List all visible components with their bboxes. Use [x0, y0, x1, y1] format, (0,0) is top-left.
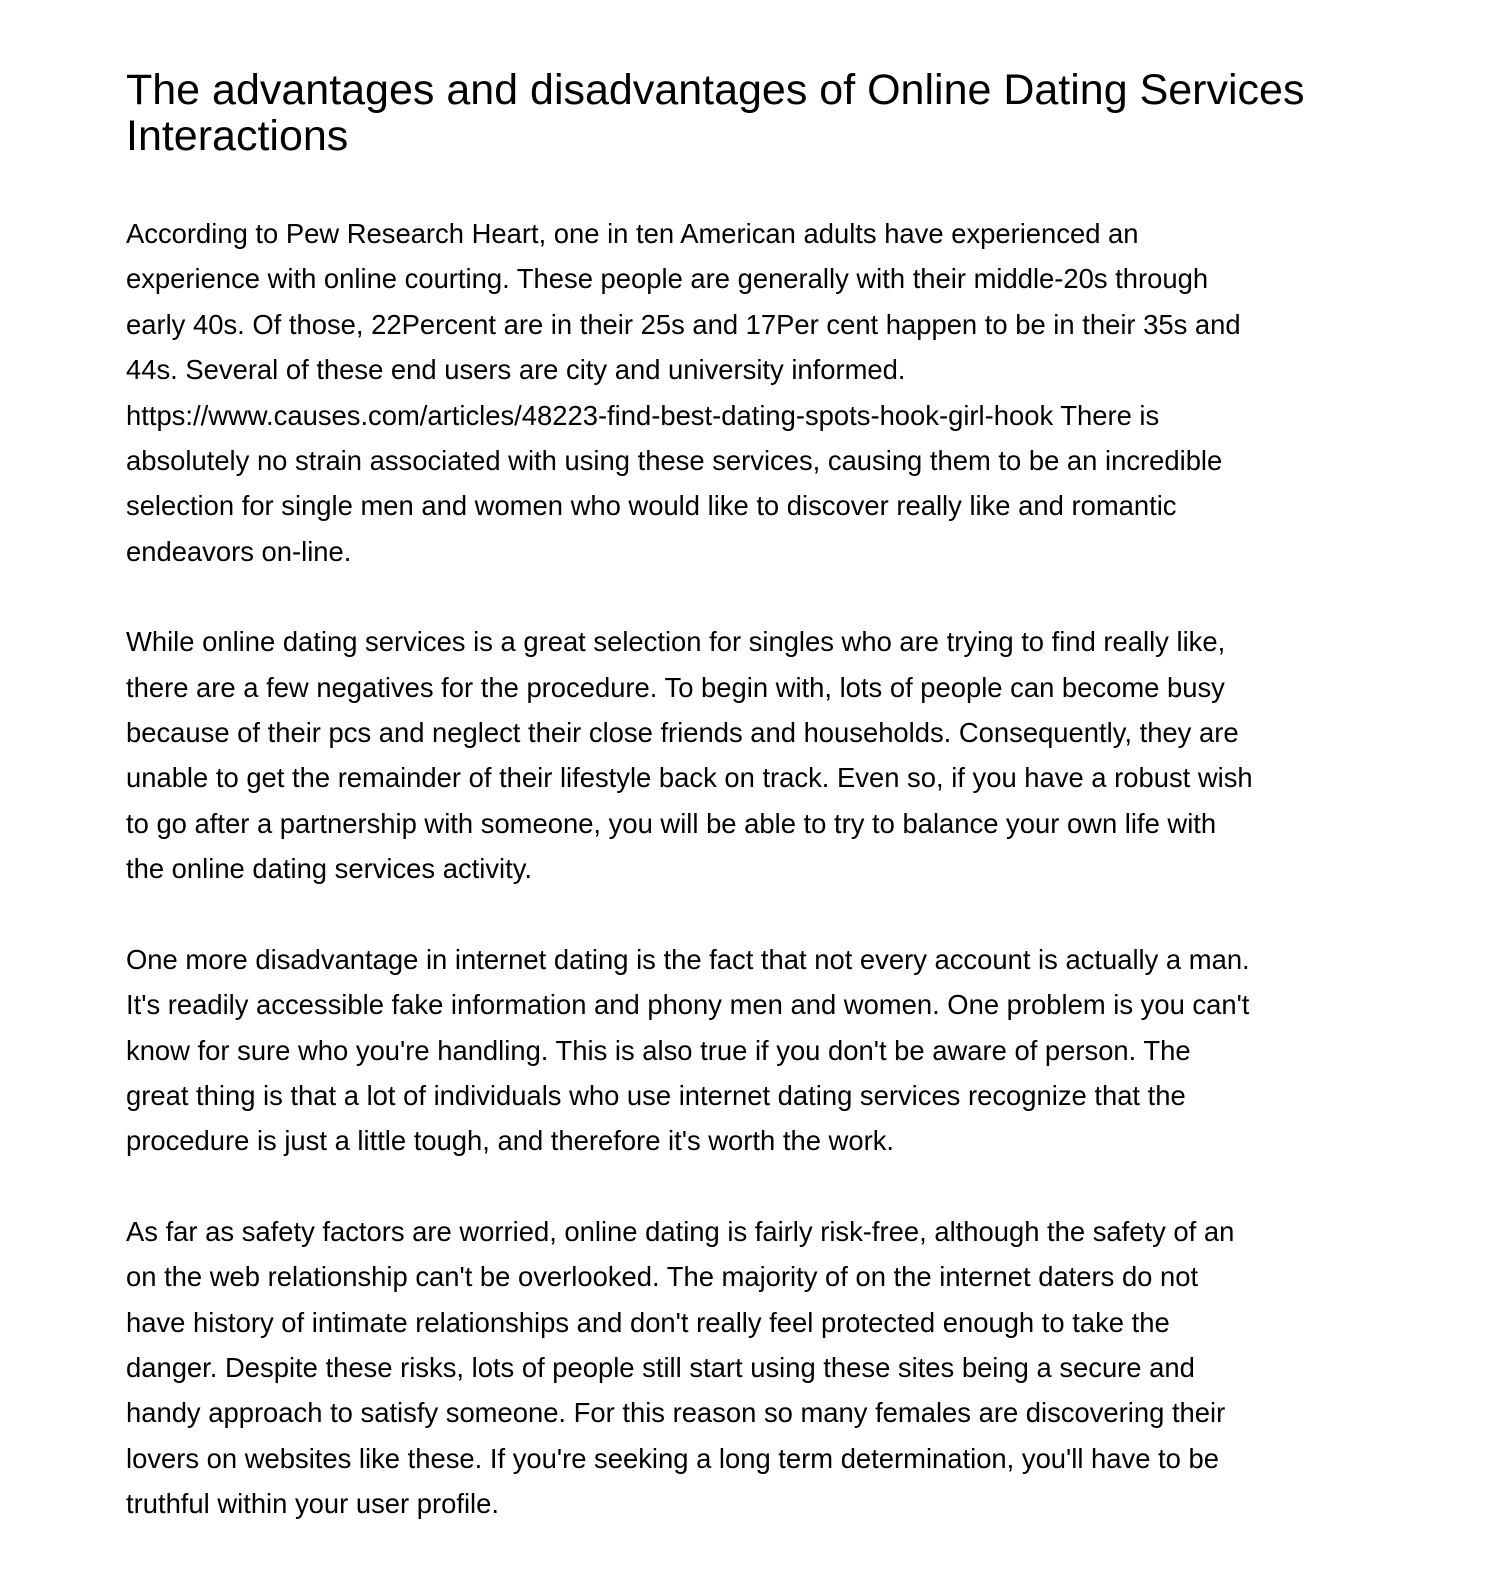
paragraph-line: experience with online courting. These people are generally with their middle-20s through [126, 263, 1209, 295]
paragraph-line: One more disadvantage in internet dating is the fact that not every account is actually a man. [126, 943, 1250, 975]
paragraph-line: procedure is just a little tough, and therefore it's worth the work. [126, 1125, 894, 1157]
paragraph-line: have history of intimate relationships and don't really feel protected enough to take the [126, 1306, 1170, 1338]
paragraph-line: 44s. Several of these end users are city and university informed. [126, 354, 906, 386]
paragraph-line: to go after a partnership with someone, you will be able to try to balance your own life with [126, 807, 1217, 839]
paragraph-line: great thing is that a lot of individuals who use internet dating services recognize that the [126, 1079, 1186, 1111]
paragraph-line: endeavors on-line. [126, 535, 352, 567]
paragraph-2 [126, 619, 1376, 891]
paragraph-line: lovers on websites like these. If you're seeking a long term determination, you'll have to be [126, 1442, 1219, 1474]
document-body [126, 211, 1376, 1527]
document-page [126, 67, 1376, 1572]
paragraph-line: on the web relationship can't be overlooked. The majority of on the internet daters do not [126, 1261, 1199, 1293]
paragraph-line: According to Pew Research Heart, one in ten American adults have experienced an [126, 218, 1139, 249]
paragraph-line: absolutely no strain associated with using these services, causing them to be an incredible [126, 445, 1223, 477]
paragraph-line: because of their pcs and neglect their close friends and households. Consequently, they are [126, 717, 1239, 749]
paragraph-line: the online dating services activity. [126, 853, 532, 885]
paragraph-line: As far as safety factors are worried, online dating is fairly risk-free, although the safety of an [126, 1215, 1235, 1247]
document-title: The advantages and disadvantages of Online Dating Services Interactions [126, 66, 1305, 160]
paragraph-line: It's readily accessible fake information and phony men and women. One problem is you can't [126, 989, 1250, 1021]
paragraph-line: truthful within your user profile. [126, 1488, 499, 1520]
paragraph-line: While online dating services is a great selection for singles who are trying to find really like, [126, 626, 1226, 658]
paragraph-line: https://www.causes.com/articles/48223-find-best-dating-spots-hook-girl-hook There is [126, 399, 1160, 431]
paragraph-line: danger. Despite these risks, lots of people still start using these sites being a secure and [126, 1351, 1195, 1383]
paragraph-line: unable to get the remainder of their lifestyle back on track. Even so, if you have a robust wish [126, 762, 1253, 794]
paragraph-1 [126, 211, 1376, 574]
paragraph-3 [126, 937, 1376, 1164]
paragraph-4 [126, 1209, 1376, 1527]
paragraph-line: early 40s. Of those, 22Percent are in their 25s and 17Per cent happen to be in their 35s and [126, 308, 1241, 340]
paragraph-line: know for sure who you're handling. This is also true if you don't be aware of person. The [126, 1034, 1191, 1066]
paragraph-line: handy approach to satisfy someone. For this reason so many females are discovering their [126, 1397, 1226, 1429]
paragraph-line: there are a few negatives for the procedure. To begin with, lots of people can become busy [126, 671, 1225, 703]
paragraph-line: selection for single men and women who would like to discover really like and romantic [126, 490, 1177, 522]
